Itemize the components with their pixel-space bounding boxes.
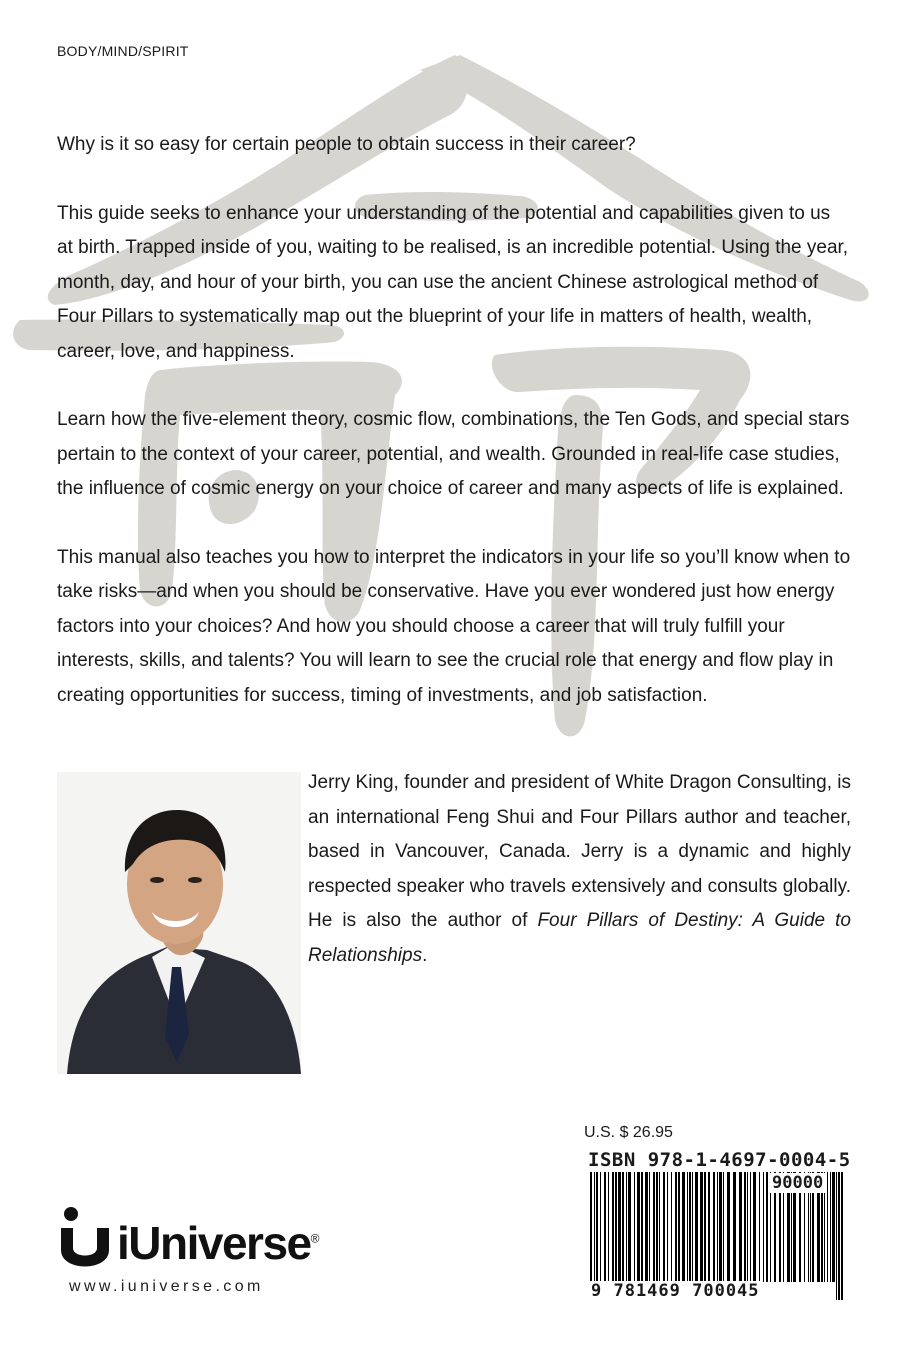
blurb-paragraph-4: This manual also teaches you how to interpret the indicators in your life so you’ll know when to take risks—and when you should be conservative. Have you ever wondered just how energy factors into your choices? And how you should choose a career that will truly fulfill your interests, skills, and talents? You will learn to see the crucial role that energy and flow play in creating opportunities for success, timing of investments, and job satisfaction. bbox=[57, 546, 851, 706]
barcode-bar bbox=[763, 1172, 764, 1282]
barcode-bar bbox=[626, 1172, 627, 1282]
barcode-bar bbox=[604, 1172, 606, 1282]
barcode-bar bbox=[682, 1172, 685, 1282]
barcode-bar bbox=[675, 1172, 677, 1282]
author-bio-text: Jerry King, founder and president of White Dragon Consulting, is an international Feng Shui and Four Pillars author and teacher, based in Vancouver, Canada. Jerry is a dynamic and highly respected speaker who travels extensively and consults globally. He is also the author of bbox=[308, 772, 851, 931]
barcode-bar bbox=[747, 1172, 748, 1282]
barcode-bar bbox=[832, 1172, 835, 1282]
author-bio-end: . bbox=[422, 944, 428, 966]
price-label: U.S. $ 26.95 bbox=[584, 1124, 673, 1141]
barcode-bar bbox=[692, 1172, 693, 1282]
blurb-paragraph-1: Why is it so easy for certain people to obtain success in their career? bbox=[57, 134, 636, 155]
barcode-bar bbox=[649, 1172, 650, 1282]
barcode-bar bbox=[634, 1172, 635, 1282]
barcode-bar bbox=[637, 1172, 640, 1282]
barcode-bar bbox=[727, 1172, 730, 1282]
blurb-paragraph-3: Learn how the five-element theory, cosmic flow, combinations, the Ten Gods, and special stars pertain to the context of your career, potential, and wealth. Grounded in real-life case studies, the influence of cosmic energy on your choice of career and many aspects of life is explained. bbox=[57, 409, 850, 499]
barcode-bar bbox=[744, 1172, 746, 1282]
registered-mark: ® bbox=[310, 1231, 320, 1246]
barcode-bar bbox=[622, 1172, 624, 1282]
barcode-bar bbox=[612, 1172, 614, 1282]
barcode-bar bbox=[608, 1172, 609, 1282]
barcode-bar bbox=[645, 1172, 648, 1282]
publisher-url: www.iuniverse.com bbox=[69, 1278, 264, 1295]
iuniverse-logo-icon bbox=[57, 1206, 113, 1272]
barcode-bar bbox=[628, 1172, 631, 1282]
blurb-paragraph-2: This guide seeks to enhance your understanding of the potential and capabilities given to us at birth. Trapped inside of you, waiting to be realised, is an incredible potential. Using the year, month, day, and hour of your birth, you can use the ancient Chinese astrological method of Four Pillars to systematically map out the blueprint of your life in matters of health, wealth, career, love, and happiness. bbox=[57, 202, 849, 362]
barcode-bar bbox=[830, 1172, 831, 1282]
author-bio bbox=[308, 766, 851, 973]
barcode-bar bbox=[719, 1172, 722, 1282]
publisher-logo bbox=[57, 1206, 337, 1306]
barcode-bar bbox=[689, 1172, 691, 1282]
back-cover-blurb bbox=[57, 128, 851, 747]
barcode-bar bbox=[759, 1172, 760, 1282]
barcode-bar bbox=[841, 1172, 843, 1300]
barcode-bar bbox=[704, 1172, 706, 1282]
barcode-bar bbox=[656, 1172, 658, 1282]
barcode-addon-number: 90000 bbox=[772, 1173, 824, 1193]
barcode-bar bbox=[687, 1172, 688, 1282]
barcode-bar bbox=[700, 1172, 703, 1282]
barcode-bar bbox=[750, 1172, 751, 1282]
barcode-bar bbox=[678, 1172, 680, 1282]
barcode-bar bbox=[671, 1172, 672, 1282]
barcode-bar bbox=[708, 1172, 710, 1282]
publisher-name: iUniverse® bbox=[117, 1217, 320, 1269]
barcode-bar bbox=[663, 1172, 665, 1282]
barcode-bar bbox=[600, 1172, 601, 1282]
barcode-bar bbox=[695, 1172, 698, 1282]
barcode-bar bbox=[667, 1172, 668, 1282]
barcode-ean-number: 9 781469 700045 bbox=[591, 1281, 760, 1301]
barcode-bar bbox=[733, 1172, 736, 1282]
barcode-bar bbox=[838, 1172, 840, 1300]
barcode-bar bbox=[739, 1172, 742, 1282]
barcode-bar bbox=[827, 1172, 828, 1282]
author-book-title: Four Pillars of Destiny: A Guide to Relationships bbox=[308, 910, 851, 966]
barcode-bar bbox=[653, 1172, 655, 1282]
category-label: BODY/MIND/SPIRIT bbox=[57, 43, 189, 59]
barcode-bar bbox=[618, 1172, 621, 1282]
barcode-bar bbox=[659, 1172, 660, 1282]
barcode-bar bbox=[615, 1172, 617, 1282]
barcode-bar bbox=[723, 1172, 724, 1282]
barcode-bar bbox=[836, 1172, 837, 1300]
author-photo bbox=[57, 772, 301, 1074]
isbn-label: ISBN 978-1-4697-0004-5 bbox=[588, 1149, 851, 1171]
barcode-bar bbox=[753, 1172, 756, 1282]
barcode-bar bbox=[641, 1172, 643, 1282]
barcode-bar bbox=[766, 1172, 768, 1282]
